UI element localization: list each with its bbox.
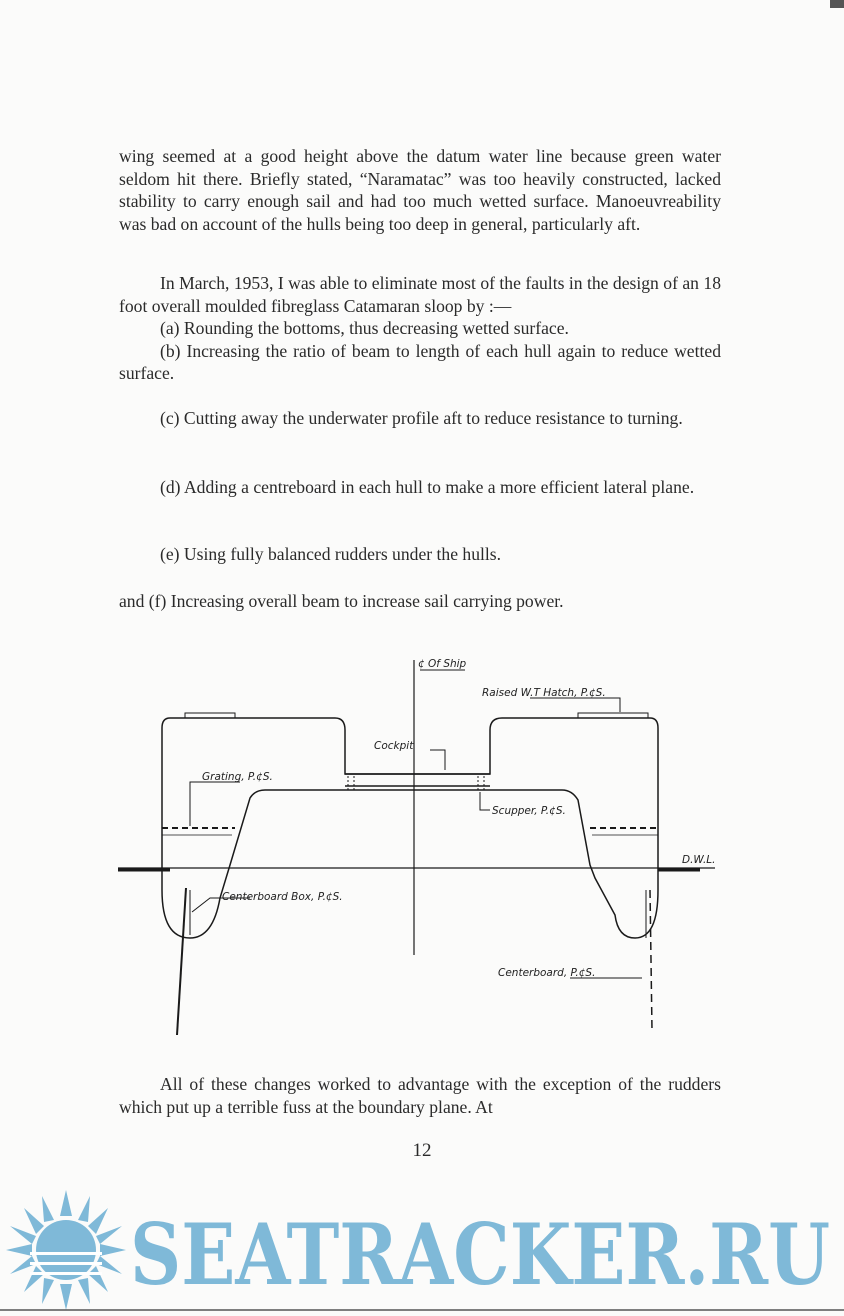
list-item-f: and (f) Increasing overall beam to increase sail carrying power.: [119, 591, 564, 611]
label-scupper: Scupper, P.¢S.: [492, 805, 566, 817]
label-cockpit: Cockpit: [374, 740, 414, 752]
label-raised-hatch: Raised W.T Hatch, P.¢S.: [482, 687, 606, 699]
scan-edge-mark: [830, 0, 844, 8]
paragraph-final: All of these changes worked to advantage with the exception of the rudders which put up a terrible fuss at the boundary plane. At: [119, 1074, 721, 1117]
list-item-d-block: [119, 476, 721, 499]
list-item-f-block: [119, 590, 721, 613]
sun-logo-icon: [6, 1190, 126, 1310]
list-item-e-block: [119, 543, 721, 566]
watermark-text: SEATRACKER.RU: [130, 1205, 830, 1304]
paragraph-design-list: [119, 272, 721, 385]
list-item-d: (d) Adding a centreboard in each hull to make a more efficient lateral plane.: [160, 477, 695, 497]
list-item-c-block: [119, 407, 721, 430]
list-item-a: (a) Rounding the bottoms, thus decreasing wetted surface.: [160, 318, 569, 338]
right-centerboard: [650, 890, 652, 1030]
list-item-e: (e) Using fully balanced rudders under the hulls.: [160, 544, 502, 564]
label-ship-centreline: ¢ Of Ship: [418, 658, 467, 670]
label-centerboard-box: Centerboard Box, P.¢S.: [222, 891, 343, 903]
label-dwl: D.W.L.: [682, 854, 716, 866]
left-centerboard: [177, 888, 186, 1035]
paragraph-final-block: [119, 1073, 721, 1118]
watermark: [0, 1188, 844, 1316]
label-grating: Grating, P.¢S.: [202, 771, 273, 783]
page-number: 12: [412, 1140, 432, 1161]
catamaran-section-drawing: [110, 650, 750, 1050]
list-item-c: (c) Cutting away the underwater profile aft to reduce resistance to turning.: [160, 408, 683, 428]
list-item-b: (b) Increasing the ratio of beam to length of each hull again to reduce wetted surface.: [119, 340, 721, 383]
paragraph-2: In March, 1953, I was able to eliminate most of the faults in the design of an 18 foot overall moulded fibreglass Catamaran sloop by :—: [119, 273, 721, 316]
label-centerboard: Centerboard, P.¢S.: [498, 967, 596, 979]
paragraph-continuation: [119, 145, 721, 235]
paragraph-1: wing seemed at a good height above the datum water line because green water seldom hit there. Briefly stated, “Naramatac” was too heavily constructed, lacked stability to carry enough sail and had too much wetted surface. Manoeuvreability was bad on account of the hulls being too deep in general, particularly aft.: [119, 146, 721, 234]
